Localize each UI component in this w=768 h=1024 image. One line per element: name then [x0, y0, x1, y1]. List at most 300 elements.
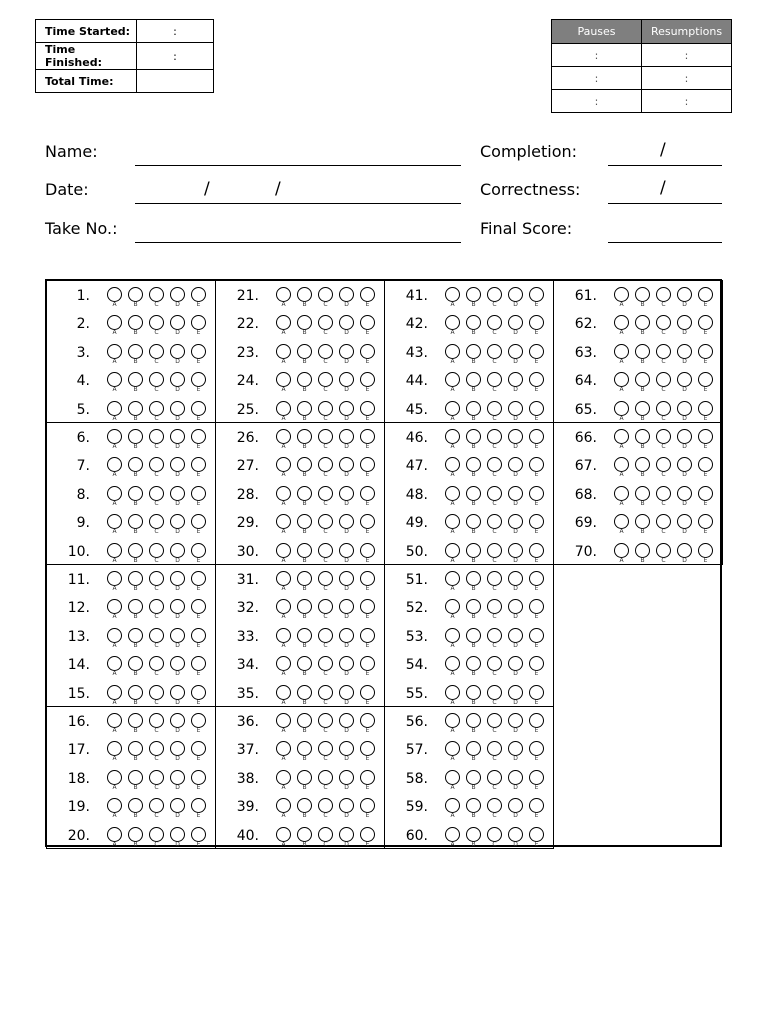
answer-bubble-e[interactable]	[191, 315, 206, 330]
answer-bubble-e[interactable]	[529, 571, 544, 586]
answer-bubble-a[interactable]	[614, 486, 629, 501]
answer-bubble-c[interactable]	[149, 372, 164, 387]
answer-bubble-c[interactable]	[656, 457, 671, 472]
answer-bubble-a[interactable]	[107, 372, 122, 387]
answer-bubble-d[interactable]	[508, 798, 523, 813]
resumption-cell[interactable]: :	[642, 90, 732, 113]
answer-bubble-c[interactable]	[487, 571, 502, 586]
total-time-value[interactable]	[137, 70, 214, 93]
answer-bubble-d[interactable]	[508, 486, 523, 501]
answer-bubble-d[interactable]	[508, 457, 523, 472]
answer-bubble-a[interactable]	[276, 827, 291, 842]
answer-bubble-b[interactable]	[466, 287, 481, 302]
answer-bubble-e[interactable]	[529, 486, 544, 501]
answer-bubble-b[interactable]	[466, 429, 481, 444]
answer-bubble-a[interactable]	[107, 486, 122, 501]
answer-bubble-a[interactable]	[107, 685, 122, 700]
answer-bubble-a[interactable]	[276, 628, 291, 643]
answer-bubble-c[interactable]	[318, 287, 333, 302]
answer-bubble-a[interactable]	[276, 741, 291, 756]
answer-bubble-e[interactable]	[191, 401, 206, 416]
answer-bubble-a[interactable]	[107, 457, 122, 472]
answer-bubble-d[interactable]	[508, 372, 523, 387]
answer-bubble-b[interactable]	[297, 798, 312, 813]
answer-bubble-d[interactable]	[508, 315, 523, 330]
answer-bubble-c[interactable]	[318, 741, 333, 756]
answer-bubble-e[interactable]	[529, 401, 544, 416]
answer-bubble-c[interactable]	[487, 798, 502, 813]
answer-bubble-a[interactable]	[107, 571, 122, 586]
answer-bubble-b[interactable]	[128, 770, 143, 785]
answer-bubble-c[interactable]	[149, 344, 164, 359]
answer-bubble-d[interactable]	[508, 770, 523, 785]
answer-bubble-a[interactable]	[276, 401, 291, 416]
answer-bubble-e[interactable]	[698, 457, 713, 472]
answer-bubble-c[interactable]	[318, 599, 333, 614]
answer-bubble-b[interactable]	[635, 543, 650, 558]
answer-bubble-b[interactable]	[635, 372, 650, 387]
answer-bubble-c[interactable]	[318, 628, 333, 643]
answer-bubble-d[interactable]	[339, 401, 354, 416]
answer-bubble-c[interactable]	[487, 514, 502, 529]
answer-bubble-e[interactable]	[529, 628, 544, 643]
answer-bubble-d[interactable]	[508, 599, 523, 614]
answer-bubble-a[interactable]	[276, 571, 291, 586]
answer-bubble-c[interactable]	[149, 543, 164, 558]
answer-bubble-c[interactable]	[318, 827, 333, 842]
answer-bubble-d[interactable]	[677, 543, 692, 558]
answer-bubble-c[interactable]	[487, 685, 502, 700]
answer-bubble-b[interactable]	[466, 372, 481, 387]
time-finished-value[interactable]: :	[137, 43, 214, 70]
answer-bubble-e[interactable]	[360, 287, 375, 302]
answer-bubble-d[interactable]	[339, 599, 354, 614]
answer-bubble-d[interactable]	[508, 713, 523, 728]
answer-bubble-c[interactable]	[487, 372, 502, 387]
answer-bubble-e[interactable]	[191, 372, 206, 387]
answer-bubble-d[interactable]	[508, 685, 523, 700]
answer-bubble-b[interactable]	[297, 401, 312, 416]
answer-bubble-a[interactable]	[107, 713, 122, 728]
answer-bubble-a[interactable]	[445, 656, 460, 671]
answer-bubble-d[interactable]	[170, 514, 185, 529]
answer-bubble-a[interactable]	[107, 401, 122, 416]
answer-bubble-b[interactable]	[297, 372, 312, 387]
answer-bubble-d[interactable]	[170, 429, 185, 444]
answer-bubble-d[interactable]	[339, 656, 354, 671]
answer-bubble-a[interactable]	[445, 798, 460, 813]
answer-bubble-e[interactable]	[360, 571, 375, 586]
answer-bubble-d[interactable]	[677, 287, 692, 302]
answer-bubble-b[interactable]	[297, 514, 312, 529]
answer-bubble-b[interactable]	[128, 827, 143, 842]
answer-bubble-e[interactable]	[191, 457, 206, 472]
answer-bubble-e[interactable]	[698, 344, 713, 359]
answer-bubble-a[interactable]	[107, 599, 122, 614]
answer-bubble-a[interactable]	[445, 571, 460, 586]
answer-bubble-c[interactable]	[318, 543, 333, 558]
answer-bubble-d[interactable]	[508, 827, 523, 842]
completion-field[interactable]	[608, 165, 722, 166]
answer-bubble-e[interactable]	[360, 429, 375, 444]
answer-bubble-c[interactable]	[487, 486, 502, 501]
answer-bubble-a[interactable]	[614, 457, 629, 472]
answer-bubble-a[interactable]	[445, 457, 460, 472]
resumption-cell[interactable]: :	[642, 44, 732, 67]
answer-bubble-b[interactable]	[297, 543, 312, 558]
resumption-cell[interactable]: :	[642, 67, 732, 90]
answer-bubble-e[interactable]	[191, 827, 206, 842]
answer-bubble-c[interactable]	[487, 543, 502, 558]
answer-bubble-e[interactable]	[360, 798, 375, 813]
answer-bubble-b[interactable]	[466, 344, 481, 359]
answer-bubble-c[interactable]	[149, 656, 164, 671]
pause-cell[interactable]: :	[552, 90, 642, 113]
answer-bubble-b[interactable]	[466, 827, 481, 842]
answer-bubble-d[interactable]	[170, 599, 185, 614]
answer-bubble-a[interactable]	[614, 287, 629, 302]
answer-bubble-a[interactable]	[445, 486, 460, 501]
answer-bubble-c[interactable]	[318, 315, 333, 330]
answer-bubble-b[interactable]	[297, 457, 312, 472]
answer-bubble-c[interactable]	[318, 713, 333, 728]
answer-bubble-e[interactable]	[529, 514, 544, 529]
answer-bubble-c[interactable]	[656, 315, 671, 330]
answer-bubble-a[interactable]	[276, 713, 291, 728]
answer-bubble-a[interactable]	[276, 287, 291, 302]
answer-bubble-e[interactable]	[529, 827, 544, 842]
answer-bubble-b[interactable]	[128, 287, 143, 302]
answer-bubble-b[interactable]	[297, 628, 312, 643]
answer-bubble-b[interactable]	[128, 628, 143, 643]
answer-bubble-d[interactable]	[677, 486, 692, 501]
answer-bubble-b[interactable]	[297, 599, 312, 614]
answer-bubble-c[interactable]	[487, 401, 502, 416]
answer-bubble-d[interactable]	[339, 287, 354, 302]
answer-bubble-e[interactable]	[191, 798, 206, 813]
answer-bubble-d[interactable]	[339, 344, 354, 359]
answer-bubble-c[interactable]	[656, 344, 671, 359]
answer-bubble-e[interactable]	[360, 457, 375, 472]
answer-bubble-a[interactable]	[107, 628, 122, 643]
answer-bubble-d[interactable]	[170, 344, 185, 359]
answer-bubble-e[interactable]	[698, 287, 713, 302]
answer-bubble-d[interactable]	[508, 344, 523, 359]
answer-bubble-a[interactable]	[614, 543, 629, 558]
answer-bubble-c[interactable]	[318, 401, 333, 416]
answer-bubble-e[interactable]	[529, 713, 544, 728]
answer-bubble-b[interactable]	[466, 571, 481, 586]
answer-bubble-b[interactable]	[297, 344, 312, 359]
answer-bubble-a[interactable]	[107, 315, 122, 330]
answer-bubble-b[interactable]	[128, 713, 143, 728]
answer-bubble-c[interactable]	[149, 741, 164, 756]
answer-bubble-a[interactable]	[107, 656, 122, 671]
answer-bubble-d[interactable]	[170, 287, 185, 302]
answer-bubble-c[interactable]	[487, 741, 502, 756]
answer-bubble-e[interactable]	[529, 685, 544, 700]
answer-bubble-c[interactable]	[149, 798, 164, 813]
answer-bubble-d[interactable]	[170, 628, 185, 643]
answer-bubble-d[interactable]	[339, 770, 354, 785]
answer-bubble-d[interactable]	[170, 486, 185, 501]
answer-bubble-b[interactable]	[297, 713, 312, 728]
answer-bubble-e[interactable]	[191, 571, 206, 586]
answer-bubble-b[interactable]	[466, 599, 481, 614]
answer-bubble-a[interactable]	[276, 372, 291, 387]
answer-bubble-b[interactable]	[128, 429, 143, 444]
answer-bubble-e[interactable]	[529, 457, 544, 472]
answer-bubble-e[interactable]	[698, 401, 713, 416]
answer-bubble-b[interactable]	[466, 457, 481, 472]
answer-bubble-a[interactable]	[107, 741, 122, 756]
pause-cell[interactable]: :	[552, 44, 642, 67]
answer-bubble-b[interactable]	[466, 770, 481, 785]
answer-bubble-b[interactable]	[635, 486, 650, 501]
answer-bubble-d[interactable]	[170, 713, 185, 728]
answer-bubble-a[interactable]	[445, 543, 460, 558]
answer-bubble-e[interactable]	[529, 599, 544, 614]
answer-bubble-a[interactable]	[614, 372, 629, 387]
answer-bubble-d[interactable]	[339, 429, 354, 444]
answer-bubble-c[interactable]	[656, 372, 671, 387]
answer-bubble-a[interactable]	[276, 543, 291, 558]
answer-bubble-a[interactable]	[445, 429, 460, 444]
answer-bubble-c[interactable]	[318, 372, 333, 387]
answer-bubble-a[interactable]	[445, 514, 460, 529]
answer-bubble-a[interactable]	[445, 401, 460, 416]
answer-bubble-b[interactable]	[466, 656, 481, 671]
pause-cell[interactable]: :	[552, 67, 642, 90]
answer-bubble-e[interactable]	[529, 741, 544, 756]
answer-bubble-b[interactable]	[128, 543, 143, 558]
answer-bubble-c[interactable]	[656, 401, 671, 416]
answer-bubble-e[interactable]	[529, 429, 544, 444]
answer-bubble-a[interactable]	[445, 713, 460, 728]
answer-bubble-c[interactable]	[149, 571, 164, 586]
answer-bubble-a[interactable]	[614, 315, 629, 330]
answer-bubble-b[interactable]	[297, 486, 312, 501]
answer-bubble-a[interactable]	[276, 656, 291, 671]
answer-bubble-d[interactable]	[508, 514, 523, 529]
answer-bubble-d[interactable]	[677, 315, 692, 330]
answer-bubble-b[interactable]	[635, 401, 650, 416]
answer-bubble-b[interactable]	[128, 372, 143, 387]
answer-bubble-d[interactable]	[170, 827, 185, 842]
answer-bubble-c[interactable]	[487, 599, 502, 614]
answer-bubble-b[interactable]	[466, 315, 481, 330]
answer-bubble-b[interactable]	[466, 401, 481, 416]
answer-bubble-e[interactable]	[360, 599, 375, 614]
answer-bubble-b[interactable]	[128, 457, 143, 472]
answer-bubble-e[interactable]	[191, 486, 206, 501]
answer-bubble-d[interactable]	[508, 401, 523, 416]
answer-bubble-c[interactable]	[656, 543, 671, 558]
answer-bubble-c[interactable]	[149, 628, 164, 643]
answer-bubble-c[interactable]	[318, 770, 333, 785]
answer-bubble-d[interactable]	[339, 514, 354, 529]
answer-bubble-a[interactable]	[276, 685, 291, 700]
answer-bubble-b[interactable]	[466, 741, 481, 756]
answer-bubble-b[interactable]	[297, 827, 312, 842]
answer-bubble-a[interactable]	[445, 685, 460, 700]
answer-bubble-e[interactable]	[360, 685, 375, 700]
answer-bubble-b[interactable]	[466, 543, 481, 558]
answer-bubble-d[interactable]	[170, 685, 185, 700]
answer-bubble-e[interactable]	[360, 514, 375, 529]
answer-bubble-a[interactable]	[107, 770, 122, 785]
answer-bubble-d[interactable]	[170, 770, 185, 785]
answer-bubble-b[interactable]	[297, 315, 312, 330]
answer-bubble-a[interactable]	[276, 457, 291, 472]
answer-bubble-b[interactable]	[297, 770, 312, 785]
answer-bubble-a[interactable]	[614, 344, 629, 359]
answer-bubble-c[interactable]	[487, 656, 502, 671]
answer-bubble-b[interactable]	[297, 656, 312, 671]
answer-bubble-e[interactable]	[191, 656, 206, 671]
answer-bubble-d[interactable]	[508, 628, 523, 643]
answer-bubble-b[interactable]	[128, 315, 143, 330]
answer-bubble-c[interactable]	[149, 315, 164, 330]
answer-bubble-e[interactable]	[191, 628, 206, 643]
answer-bubble-e[interactable]	[191, 287, 206, 302]
answer-bubble-a[interactable]	[276, 486, 291, 501]
answer-bubble-d[interactable]	[170, 457, 185, 472]
answer-bubble-e[interactable]	[360, 372, 375, 387]
final-score-field[interactable]	[608, 242, 722, 243]
answer-bubble-d[interactable]	[339, 628, 354, 643]
answer-bubble-d[interactable]	[339, 741, 354, 756]
answer-bubble-a[interactable]	[445, 372, 460, 387]
answer-bubble-c[interactable]	[149, 486, 164, 501]
answer-bubble-c[interactable]	[149, 713, 164, 728]
answer-bubble-a[interactable]	[445, 315, 460, 330]
answer-bubble-a[interactable]	[445, 827, 460, 842]
answer-bubble-a[interactable]	[107, 429, 122, 444]
answer-bubble-d[interactable]	[339, 827, 354, 842]
answer-bubble-d[interactable]	[339, 457, 354, 472]
answer-bubble-d[interactable]	[677, 372, 692, 387]
answer-bubble-e[interactable]	[698, 514, 713, 529]
answer-bubble-b[interactable]	[297, 741, 312, 756]
answer-bubble-b[interactable]	[128, 741, 143, 756]
answer-bubble-b[interactable]	[635, 514, 650, 529]
answer-bubble-e[interactable]	[698, 486, 713, 501]
answer-bubble-c[interactable]	[318, 571, 333, 586]
answer-bubble-c[interactable]	[149, 685, 164, 700]
answer-bubble-c[interactable]	[318, 685, 333, 700]
answer-bubble-d[interactable]	[508, 741, 523, 756]
answer-bubble-e[interactable]	[360, 486, 375, 501]
answer-bubble-b[interactable]	[128, 656, 143, 671]
answer-bubble-b[interactable]	[297, 685, 312, 700]
answer-bubble-e[interactable]	[360, 543, 375, 558]
answer-bubble-c[interactable]	[318, 798, 333, 813]
answer-bubble-c[interactable]	[318, 656, 333, 671]
answer-bubble-e[interactable]	[191, 599, 206, 614]
answer-bubble-c[interactable]	[487, 287, 502, 302]
answer-bubble-b[interactable]	[635, 287, 650, 302]
answer-bubble-c[interactable]	[487, 628, 502, 643]
answer-bubble-e[interactable]	[698, 543, 713, 558]
answer-bubble-e[interactable]	[529, 287, 544, 302]
answer-bubble-b[interactable]	[128, 401, 143, 416]
answer-bubble-e[interactable]	[191, 770, 206, 785]
answer-bubble-e[interactable]	[698, 315, 713, 330]
answer-bubble-e[interactable]	[529, 656, 544, 671]
answer-bubble-c[interactable]	[318, 486, 333, 501]
answer-bubble-a[interactable]	[614, 514, 629, 529]
answer-bubble-d[interactable]	[677, 401, 692, 416]
answer-bubble-a[interactable]	[107, 543, 122, 558]
answer-bubble-b[interactable]	[466, 514, 481, 529]
answer-bubble-e[interactable]	[529, 372, 544, 387]
answer-bubble-d[interactable]	[170, 656, 185, 671]
answer-bubble-d[interactable]	[677, 344, 692, 359]
answer-bubble-a[interactable]	[276, 599, 291, 614]
answer-bubble-b[interactable]	[128, 798, 143, 813]
answer-bubble-e[interactable]	[529, 798, 544, 813]
answer-bubble-a[interactable]	[614, 401, 629, 416]
answer-bubble-b[interactable]	[466, 798, 481, 813]
answer-bubble-c[interactable]	[487, 344, 502, 359]
answer-bubble-d[interactable]	[508, 287, 523, 302]
answer-bubble-c[interactable]	[149, 770, 164, 785]
answer-bubble-c[interactable]	[318, 457, 333, 472]
answer-bubble-c[interactable]	[487, 827, 502, 842]
answer-bubble-c[interactable]	[318, 344, 333, 359]
answer-bubble-c[interactable]	[318, 429, 333, 444]
answer-bubble-e[interactable]	[360, 628, 375, 643]
answer-bubble-b[interactable]	[466, 713, 481, 728]
answer-bubble-e[interactable]	[529, 344, 544, 359]
answer-bubble-a[interactable]	[107, 514, 122, 529]
answer-bubble-c[interactable]	[656, 287, 671, 302]
correctness-field[interactable]	[608, 203, 722, 204]
answer-bubble-a[interactable]	[276, 770, 291, 785]
answer-bubble-b[interactable]	[297, 429, 312, 444]
answer-bubble-e[interactable]	[698, 429, 713, 444]
answer-bubble-d[interactable]	[170, 571, 185, 586]
answer-bubble-a[interactable]	[445, 628, 460, 643]
answer-bubble-b[interactable]	[128, 599, 143, 614]
answer-bubble-d[interactable]	[339, 543, 354, 558]
answer-bubble-a[interactable]	[276, 315, 291, 330]
answer-bubble-d[interactable]	[339, 685, 354, 700]
answer-bubble-e[interactable]	[360, 401, 375, 416]
answer-bubble-a[interactable]	[614, 429, 629, 444]
answer-bubble-e[interactable]	[360, 741, 375, 756]
answer-bubble-a[interactable]	[445, 599, 460, 614]
date-field[interactable]	[135, 203, 461, 204]
answer-bubble-a[interactable]	[445, 770, 460, 785]
answer-bubble-b[interactable]	[128, 486, 143, 501]
answer-bubble-e[interactable]	[529, 543, 544, 558]
take-no-field[interactable]	[135, 242, 461, 243]
answer-bubble-e[interactable]	[360, 344, 375, 359]
answer-bubble-c[interactable]	[656, 429, 671, 444]
answer-bubble-b[interactable]	[635, 429, 650, 444]
answer-bubble-c[interactable]	[487, 457, 502, 472]
answer-bubble-d[interactable]	[339, 798, 354, 813]
answer-bubble-e[interactable]	[360, 827, 375, 842]
answer-bubble-d[interactable]	[677, 457, 692, 472]
answer-bubble-c[interactable]	[149, 401, 164, 416]
answer-bubble-e[interactable]	[360, 713, 375, 728]
answer-bubble-a[interactable]	[107, 287, 122, 302]
answer-bubble-d[interactable]	[170, 741, 185, 756]
answer-bubble-c[interactable]	[487, 429, 502, 444]
